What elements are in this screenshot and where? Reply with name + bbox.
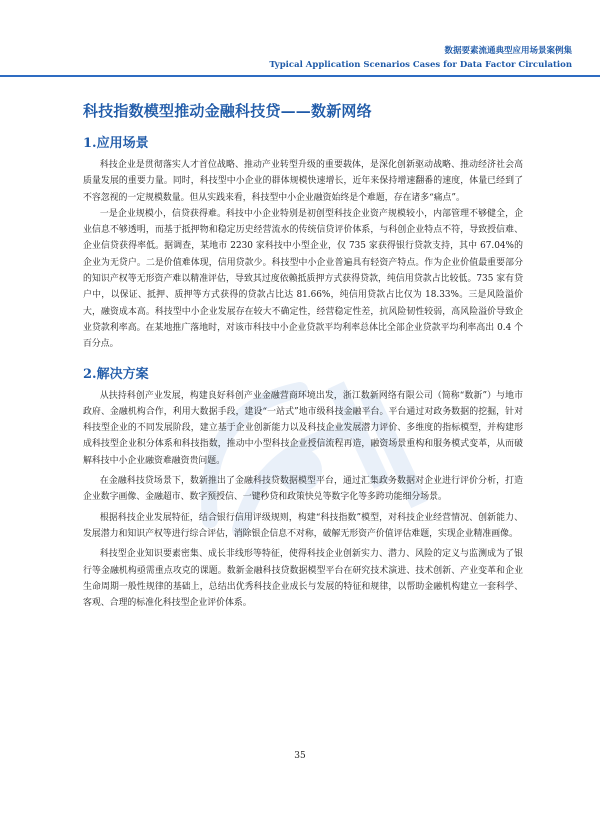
article-content: [83, 100, 523, 611]
article-title: 科技指数模型推动金融科技贷——数新网络: [83, 102, 372, 120]
paragraph-tech-index: 根据科技企业发展特征，结合银行信用评级规则，构建“科技指数”模型，对科技企业经营情况、创新能力、发展潜力和知识产权等进行综合评估，消除银企信息不对称，破解无形资产价值评估难题，实现企业精准画像。: [83, 512, 523, 539]
paragraph-pain-points: 一是企业规模小，信贷获得难。科技中小企业特别是初创型科技企业资产规模较小，内部管理不够健全，企业信息不够透明，而基于抵押物和稳定历史经营流水的传统信贷评价体系，与科创企业特点不符，导致授信难、企业信贷获得率低。据调查，某地市 2230 家科技中小型企业，仅 735 家获得银行贷款支持，其中 67.04%的企业为无贷户。二是价值难体现，信用贷款少。科技型中小企业普遍具有轻资产特点。作为企业价值最重要部分的知识产权等无形资产难以精准评估，导致其过度依赖抵质押方式获得贷款，纯信用贷款占比较低。735 家有贷户中，以保证、抵押、质押等方式获得的贷款占比达 81.66%，纯信用贷款占比仅为 18.33%。三是风险溢价大，融资成本高。科技型中小企业发展存在较大不确定性，经营稳定性差，抗风险韧性较弱，高风险溢价导致企业贷款利率高。在某地推广落地时，对该市科技中小企业贷款平均利率总体比全部企业贷款平均利率高出 0.4 个百分点。: [83, 208, 523, 350]
header-divider: [0, 75, 600, 77]
section-heading-application: 1.应用场景: [83, 136, 149, 151]
series-title-zh: 数据要素流通典型应用场景案例集: [444, 46, 572, 56]
paragraph-platform: 从扶持科创产业发展，构建良好科创产业金融营商环境出发，浙江数新网络有限公司（简称“数新”）与地市政府、金融机构合作，利用大数据手段，建设“一站式”地市级科技金融平台。平台通过对政务数据的挖掘，针对科技型企业的不同发展阶段，建立基于企业创新能力以及科技企业发展潜力评价、多维度的指标模型，并构建形成科技型企业积分体系和科技指数，推动中小型科技企业授信流程再造，融资场景重构和服务模式变革，从而破解科技中小企业融资难融资贵问题。: [83, 390, 523, 466]
paragraph-evaluation-system: 科技型企业知识要素密集、成长非线形等特征，使得科技企业创新实力、潜力、风险的定义与监测成为了银行等金融机构亟需重点攻克的课题。数新金融科技贷数据模型平台在研究技术演进、技术创新、产业变革和企业生命周期一般性规律的基础上，总结出优秀科技企业成长与发展的特征和规律，以帮助金融机构建立一套科学、客观、合理的标准化科技型企业评价体系。: [83, 549, 523, 609]
paragraph-fintech-loan: 在金融科技贷场景下，数新推出了金融科技贷数据模型平台，通过汇集政务数据对企业进行评价分析，打造企业数字画像、金融超市、数字预授信、一键秒贷和政策快兑等数字化等多跨功能细分场景。: [83, 476, 523, 503]
series-title-en: Typical Application Scenarios Cases for Data Factor Circulation: [269, 60, 572, 70]
page-number: 35: [294, 751, 306, 761]
section-heading-solution: 2.解决方案: [83, 366, 149, 382]
paragraph-intro: 科技企业是贯彻落实人才首位战略、推动产业转型升级的重要载体，是深化创新驱动战略、推动经济社会高质量发展的重要力量。同时，科技型中小企业的群体规模快速增长，近年来保持增速翻番的速度，体量已经到了不容忽视的一定规模数量。但从实践来看，科技型中小企业融资始终是个难题，存在诸多“痛点”。: [83, 160, 523, 203]
